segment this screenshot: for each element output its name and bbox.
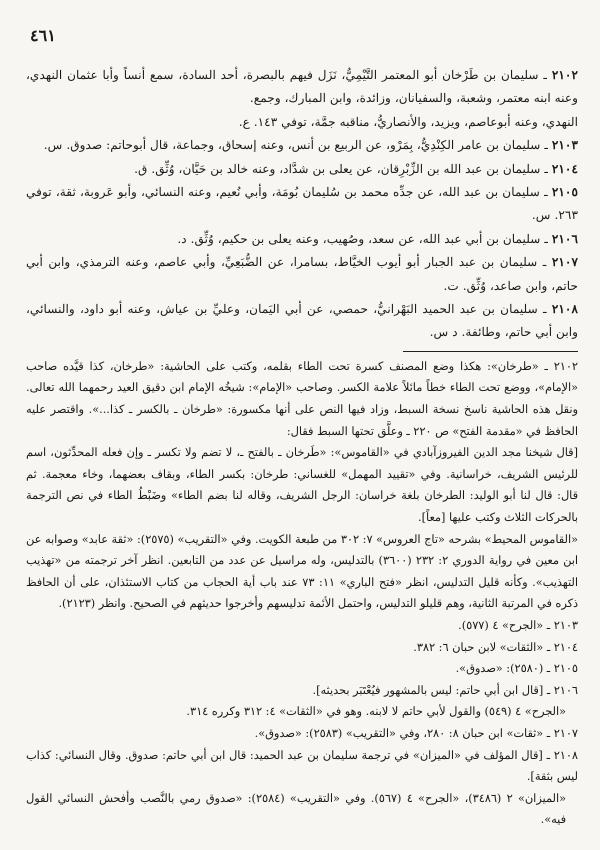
entry-number: ٢١٠٧: [551, 255, 579, 270]
footnote-divider: [403, 351, 578, 352]
entry-2102: ٢١٠٢ ـ سليمان بن طَرْخان أبو المعتمر التَّيْمِيُّ، نَزَل فيهم بالبصرة، أحد السادة، سمع أنساً وأبا عثمان النهدي، وعنه ابنه معتمر، وشعبة، والسفيانان، وزائدة، وابن المبارك، وجمع.: [26, 68, 578, 106]
entry-text: سليمان بن أبي عبد الله، عن سعد، وصُهيب، وعنه يعلى بن حكيم، وُثِّق. د.: [177, 231, 541, 246]
entry-number: ٢١٠٨: [551, 302, 578, 317]
entry-number: ٢١٠٥: [551, 185, 578, 200]
entry-text: سليمان بن طَرْخان أبو المعتمر التَّيْمِيُّ، نَزَل فيهم بالبصرة، أحد السادة، سمع أنساً وأبا عثمان النهدي، وعنه ابنه معتمر، وشعبة، والسفيانان، وزائدة، وابن المبارك، وجمع.: [26, 68, 578, 106]
entry-2105: ٢١٠٥ ـ سليمان بن عبد الله، عن جدِّه محمد بن سُليمان بُومَة، وأبي نُعيم، وعنه النسائي، وأبو عَروبة، ثقة، توفي ٢٦٣. س.: [26, 185, 578, 223]
entry-number: ٢١٠٦: [551, 231, 578, 246]
entry-2107: ٢١٠٧ ـ سليمان بن عبد الجبار أبو أيوب الخيَّاط، بسامرا، عن الضُّبَعِيِّ، وأبي عاصم، وعنه الترمذي، وابن أبي حاتم، وابن صاعد، وُثِّق. ت.: [26, 255, 579, 293]
footnote-2102-refs: «القاموس المحيط» بشرحه «تاج العروس» ٧: ٣٠٢ من طبعة الكويت. وفي «التقريب» (٢٥٧٥): «ثقة عابد» وصوابه عن ابن معين في رواية الدوري ٢: ٢٣٢ (٣٦٠٠) بالتدليس، وله مراسيل عن عدد من التابعين. انظر آخر ترجمته من «تهذيب التهذيب». وكأنه قليل التدليس، انظر «فتح الباري» ١١: ٧٣ عند باب أية الحجاب من كتاب الاستئذان، على أن الحافظ ذكره في المرتبة الثانية، وهم قليلو التدليس، واحتمل الأئمة تدليسهم وأخرجوا حديثهم في الصحيح. وانظر (٢١٢٣).: [26, 532, 579, 611]
entry-text: النهدي، وعنه أبوعاصم، ويزيد، والأنصاريُّ، مناقبه جمَّة، توفي ١٤٣. ع.: [238, 114, 578, 129]
entry-text: سليمان بن عبد الجبار أبو أيوب الخيَّاط، بسامرا، عن الضُّبَعِيِّ، وأبي عاصم، وعنه الترمذي، وابن أبي حاتم، وابن صاعد، وُثِّق. ت.: [26, 255, 578, 293]
entry-2102-cont: [26, 111, 578, 134]
entry-number: ٢١٠٣: [551, 138, 578, 153]
entry-number: ٢١٠٢: [551, 68, 578, 82]
entry-text: سليمان بن عبد الحميد البَهْرانيُّ، حمصي، عن أبي اليَمان، وعليِّ بن عياش، وعنه أبو داود، والنسائي، وابن أبي حاتم، وطائفة. د س.: [26, 302, 578, 340]
entry-text: سليمان بن عبد الله، عن جدِّه محمد بن سُليمان بُومَة، وأبي نُعيم، وعنه النسائي، وأبو عَروبة، ثقة، توفي ٢٦٣. س.: [26, 185, 578, 223]
page-number: ٤٦١: [30, 26, 56, 45]
footnote-2106-refs: «الجرح» ٤ (٥٤٩) والقول لأبي حاتم لا لابنه. وهو في «الثقات» ٤: ٣١٢ وكرره ٣١٤.: [186, 705, 566, 719]
footnote-2102: ٢١٠٢ ـ «طرخان»: هكذا وضع المصنف كسرة تحت الطاء بقلمه، وكتب على الحاشية: «طرخان، كذا قيَّده صاحب «الإمام»، ووضع تحت الطاء خطاً مائلاً علامة الكسر. وصاحب «الإمام»: شيخُه الإمام ابن دقيق العيد رحمهما الله تعالى. ونقل هذه الحاشية ناسخ نسخة السبط، وزاد فيها النص على أنها مكسورة: «طرخان ـ بالكسر ـ كذا...». واقتصر عليه الحافظ في «مقدمة الفتح» ص ٢٢٠ ـ وعلَّق تحتها السبط فقال:: [26, 359, 578, 438]
entry-2106: ٢١٠٦ ـ سليمان بن أبي عبد الله، عن سعد، وصُهيب، وعنه يعلى بن حكيم، وُثِّق. د.: [177, 231, 578, 246]
footnotes: [26, 356, 578, 831]
main-text: [26, 64, 578, 345]
footnote-2108: ٢١٠٨ ـ [قال المؤلف في «الميزان» في ترجمة سليمان بن عبد الحميد: قال ابن أبي حاتم: صدوق. وقال النسائي: كذاب ليس بثقة].: [26, 748, 578, 784]
footnote-2106: ٢١٠٦ ـ [قال ابن أبي حاتم: ليس بالمشهور فيُعْتَبَر بحديثه].: [312, 683, 578, 697]
footnote-2105: ٢١٠٥ ـ (٢٥٨٠): «صدوق».: [455, 662, 578, 676]
entry-2108: ٢١٠٨ ـ سليمان بن عبد الحميد البَهْرانيُّ، حمصي، عن أبي اليَمان، وعليِّ بن عياش، وعنه أبو داود، والنسائي، وابن أبي حاتم، وطائفة. د س.: [26, 302, 578, 340]
footnote-2104: ٢١٠٤ ـ «الثقات» لابن حبان ٦: ٣٨٢.: [413, 640, 578, 654]
footnote-2108-refs: «الميزان» ٢ (٣٤٨٦)، «الجرح» ٤ (٥٦٧). وفي «التقريب» (٢٥٨٤): «صدوق رمي بالنَّصب وأفحش النسائي القول فيه».: [26, 791, 566, 827]
entry-text: سليمان بن عامر الكِنْدِيُّ، بِمَرْو، عن الربيع بن أنس، وعنه إسحاق، وجماعة، قال أبوحاتم: صدوق. س.: [43, 138, 541, 153]
entry-2104: ٢١٠٤ ـ سليمان بن عبد الله بن الزِّبْرِقان، عن يعلى بن شدَّاد، وعنه خالد بن حَيَّان، وُثِّق. ق.: [134, 161, 578, 176]
footnote-2102-quote: [قال شيخنا مجد الدين الفيروزآبادي في «القاموس»: «طَرخان ـ بالفتح ـ، لا تضم ولا تكسر ـ وإن فعله المحدِّثون، اسم للرئيس الشريف، خراسانية. وفي «تقييد المهمل» للغساني: طرخان: بكسر الطاء، وبقاف بعضهما، وخاء معجمة. ثم قال: قال لنا أبو الوليد: الطرخان بلغة خراسان: الرجل الشريف، وقاله لنا بضم الطاء» وضَبْطُ الطاء في نص الترجمة بالحركات الثلاث وكتب عليها [معاً].: [26, 446, 578, 525]
footnote-2103: ٢١٠٣ ـ «الجرح» ٤ (٥٧٧).: [458, 619, 578, 632]
footnote-2107: ٢١٠٧ ـ «ثقات» ابن حبان ٨: ٢٨٠، وفي «التقريب» (٢٥٨٣): «صدوق».: [254, 726, 578, 740]
entry-2103: ٢١٠٣ ـ سليمان بن عامر الكِنْدِيُّ، بِمَرْو، عن الربيع بن أنس، وعنه إسحاق، وجماعة، قال أبوحاتم: صدوق. س.: [43, 138, 578, 153]
entry-number: ٢١٠٤: [551, 161, 578, 176]
entry-text: سليمان بن عبد الله بن الزِّبْرِقان، عن يعلى بن شدَّاد، وعنه خالد بن حَيَّان، وُثِّق. ق.: [134, 161, 541, 176]
